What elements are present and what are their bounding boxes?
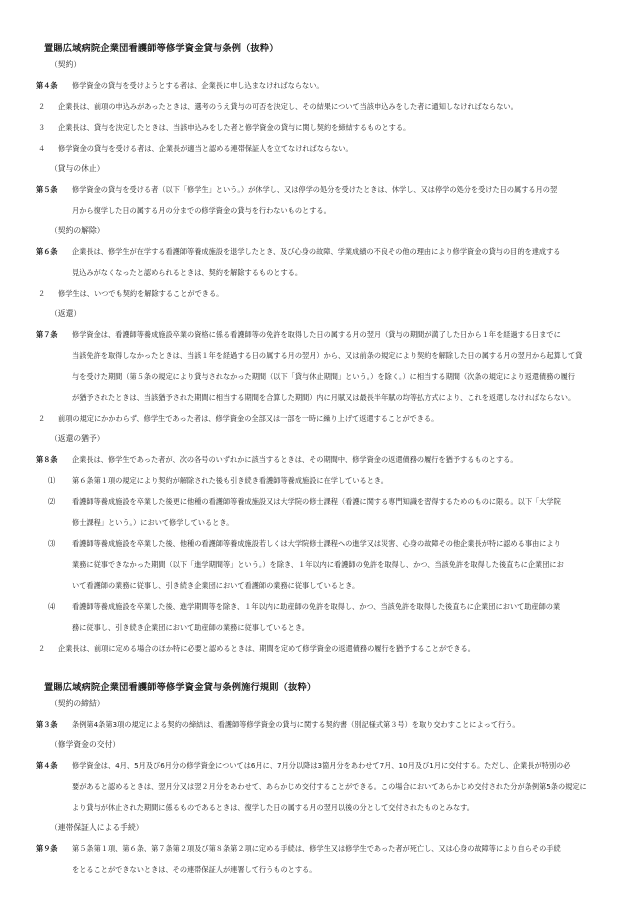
paragraph: [36, 408, 606, 429]
article-5: [36, 179, 606, 200]
article-4: [36, 75, 606, 96]
article-continuation: 与を受けた期間（第５条の規定により貸与されなかった期間（以下「貸与休止期間」という。）を除く。）に相当する期間（次条の規定により返還債務の履行: [72, 372, 575, 381]
article-number: 第８条: [36, 455, 58, 464]
heading-termination: （契約の解除）: [50, 226, 105, 235]
regulation-title: 置賜広域病院企業団看護師等修学資金貸与条例施行規則（抜粋）: [44, 682, 317, 693]
article-text: 条例第4条第3項の規定による契約の締結は、看護師等修学資金の貸与に関する契約書（別記様式第３号）を取り交わすことによって行う。: [72, 720, 520, 729]
article-number: 第９条: [36, 844, 58, 853]
list-item: [36, 491, 606, 512]
article-number: 第４条: [36, 761, 58, 770]
paragraph-text: 修学生は、いつでも契約を解除することができる。: [58, 289, 224, 298]
article-number: 第４条: [36, 81, 58, 90]
section-gap: [36, 659, 606, 681]
article-continuation: 当該免許を取得しなかったときは、当該１年を経過する日の属する月の翌月）から、又は前条の規定により契約を解除した日の属する月の翌月から起算して貸: [72, 351, 583, 360]
paragraph: [36, 96, 606, 117]
item-number: ⑴: [48, 476, 56, 485]
item-number: ⑵: [48, 497, 56, 506]
item-text: 看護師等養成施設を卒業した後更に他種の看護師等養成施設又は大学院の修士課程（看護に関する専門知識を習得するためのものに限る。以下「大学院: [72, 497, 561, 506]
article-number: 第５条: [36, 185, 58, 194]
paragraph-number: ２: [38, 289, 46, 298]
heading-repayment: （返還）: [50, 309, 82, 318]
item-continuation: 業務に従事できなかった期間（以下「進学期間等」という。）を除き、１年以内に看護師の免許を取得し、かつ、当該免許を取得した後直ちに企業団にお: [72, 560, 564, 569]
article-text: 企業長は、修学生であった者が、次の各号のいずれかに該当するときは、その期間中、修学資金の返還債務の履行を猶予するものとする。: [72, 455, 518, 464]
article-number: 第７条: [36, 330, 58, 339]
rule-article-9: [36, 838, 606, 859]
paragraph: [36, 283, 606, 304]
article-text: 修学資金の貸与を受ける者（以下「修学生」という。）が休学し、又は停学の処分を受けたときは、休学し、又は停学の処分を受けた日の属する月の翌: [72, 185, 558, 194]
article-7: [36, 324, 606, 345]
article-6: [36, 241, 606, 262]
item-number: ⑶: [48, 539, 56, 548]
item-text: 第６条第１項の規定により契約が解除された後も引き続き看護師等養成施設に在学しているとき。: [72, 476, 388, 485]
paragraph-text: 企業長は、前項の申込みがあったときは、選考のうえ貸与の可否を決定し、その結果について当該申込みをした者に通知しなければならない。: [58, 102, 518, 111]
list-item: [36, 596, 606, 617]
item-continuation: 修士課程」という。）において修学しているとき。: [72, 518, 234, 527]
article-continuation: より貸与が休止された期間に係るものであるときは、復学した日の属する月の翌月以後の分として交付されたものとみなす。: [72, 803, 474, 812]
heading-deferment: （返還の猶予）: [50, 434, 105, 443]
article-continuation: 要があると認めるときは、翌月分又は翌２月分をあわせて、あらかじめ交付することができる。この場合においてあらかじめ交付された分が条例第5条の規定に: [72, 782, 587, 791]
article-text: 第５条第１項、第６条、第７条第２項及び第８条第２項に定める手続は、修学生又は修学生であった者が死亡し、又は心身の故障等により自らその手続: [72, 844, 561, 853]
paragraph-text: 修学資金の貸与を受ける者は、企業長が適当と認める連帯保証人を立てなければならない。: [58, 144, 353, 153]
heading-payment: （修学資金の交付）: [50, 740, 121, 749]
heading-conclusion: （契約の締結）: [50, 699, 105, 708]
article-continuation: 見込みがなくなったと認められるときは、契約を解除するものとする。: [72, 268, 303, 277]
paragraph-number: ２: [38, 414, 46, 423]
item-continuation: 務に従事し、引き続き企業団において助産師の業務に従事しているとき。: [72, 623, 309, 632]
paragraph-text: 前項の規定にかかわらず、修学生であった者は、修学資金の全部又は一部を一時に繰り上げて返還することができる。: [58, 414, 439, 423]
article-text: 修学資金は、看護師等養成施設卒業の資格に係る看護師等の免許を取得した日の属する月の翌月（貸与の期間が満了した日から１年を経過する日までに: [72, 330, 561, 339]
article-continuation: 月から復学した日の属する月の分までの修学資金の貸与を行わないものとする。: [72, 206, 331, 215]
paragraph: [36, 638, 606, 659]
rule-article-4: [36, 755, 606, 776]
heading-suspension: （貸与の休止）: [50, 164, 105, 173]
article-number: 第３条: [36, 720, 58, 729]
paragraph-number: ２: [38, 102, 46, 111]
item-number: ⑷: [48, 602, 56, 611]
list-item: [36, 533, 606, 554]
article-text: 企業長は、修学生が在学する看護師等養成施設を退学したとき、及び心身の故障、学業成績の不良その他の理由により修学資金の貸与の目的を達成する: [72, 247, 561, 256]
heading-guarantor: （連帯保証人による手続）: [50, 823, 144, 832]
article-text: 修学資金の貸与を受けようとする者は、企業長に申し込まなければならない。: [72, 81, 324, 90]
rule-article-3: [36, 714, 606, 735]
paragraph-number: ２: [38, 644, 46, 653]
item-continuation: いて看護師の業務に従事し、引き続き企業団において看護師の業務に従事しているとき。: [72, 581, 360, 590]
heading-contract: （契約）: [50, 60, 82, 69]
article-continuation: が猶予されたときは、当該猶予された期間に相当する期間を合算した期間）内に月賦又は最長半年賦の均等払方式により、これを返還しなければならない。: [72, 393, 576, 402]
article-number: 第６条: [36, 247, 58, 256]
paragraph-number: ４: [38, 144, 46, 153]
list-item: [36, 470, 606, 491]
paragraph-text: 企業長は、貸与を決定したときは、当該申込みをした者と修学資金の貸与に関し契約を締結するものとする。: [58, 123, 411, 132]
ordinance-title: 置賜広域病院企業団看護師等修学資金貸与条例（抜粋）: [44, 43, 279, 54]
paragraph-text: 企業長は、前項に定める場合のほか特に必要と認めるときは、期間を定めて修学資金の返還債務の履行を猶予することができる。: [58, 644, 475, 653]
article-8: [36, 449, 606, 470]
item-text: 看護師等養成施設を卒業した後、進学期間等を除き、１年以内に助産師の免許を取得し、かつ、当該免許を取得した後直ちに企業団において助産師の業: [72, 602, 561, 611]
paragraph-number: ３: [38, 123, 46, 132]
article-continuation: をとることができないときは、その連帯保証人が連署して行うものとする。: [72, 865, 317, 874]
paragraph: [36, 117, 606, 138]
item-text: 看護師等養成施設を卒業した後、他種の看護師等養成施設若しくは大学院修士課程への進学又は災害、心身の故障その他企業長が特に認める事由により: [72, 539, 561, 548]
article-text: 修学資金は、4月、5月及び6月分の修学資金については6月に、7月分以降は3箇月分をあわせて7月、10月及び1月に交付する。ただし、企業長が特別の必: [72, 761, 571, 770]
paragraph: [36, 138, 606, 159]
